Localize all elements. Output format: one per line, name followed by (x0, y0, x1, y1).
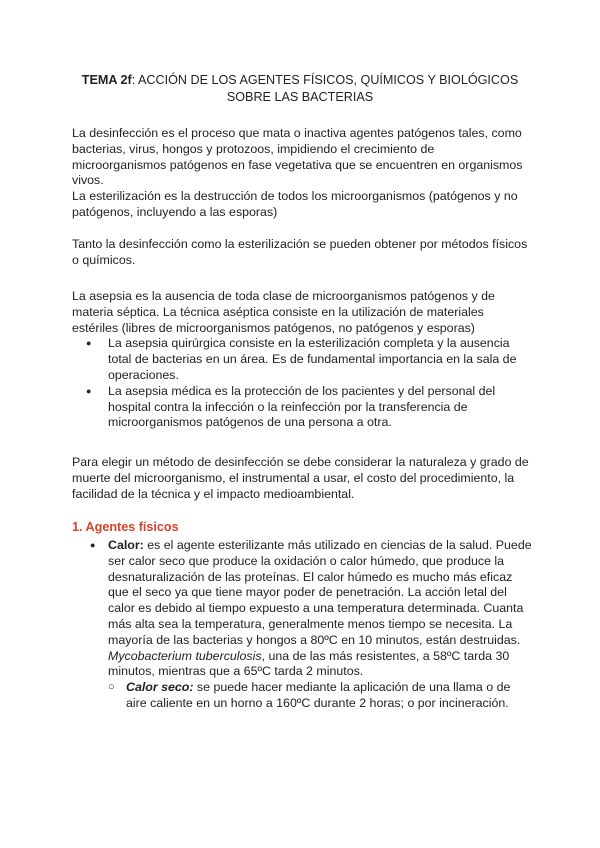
title-bold: TEMA 2f (81, 73, 132, 87)
title-rest: : ACCIÓN DE LOS AGENTES FÍSICOS, QUÍMICOS Y BIOLÓGICOS SOBRE LAS BACTERIAS (131, 73, 519, 104)
paragraph-asepsia: La asepsia es la ausencia de toda clase de microorganismos patógenos y de materia séptica. La técnica aséptica consiste en la utilización de materiales estériles (libres de microorganismos patógenos, no patógenos y esporas) (72, 289, 495, 335)
list-item: ● La asepsia médica es la protección de los pacientes y del personal del hospital contra la infección o la reinfección por la transferencia de microorganismos patógenos de una persona a otra. (72, 384, 532, 431)
paragraph-esterilizacion: La esterilización es la destrucción de todos los microorganismos (patógenos y no patógenos, incluyendo a las esporas) (72, 189, 518, 219)
bullet-icon: ● (90, 540, 96, 550)
paragraph-elegir: Para elegir un método de desinfección se debe considerar la naturaleza y grado de muerte del microorganismo, el instrumental a usar, el costo del procedimiento, la facilidad de la técnica y el impacto medioambiental. (72, 455, 529, 501)
section-heading-agentes-fisicos: 1. Agentes físicos (72, 520, 179, 534)
asepsia-block (72, 289, 532, 431)
calor-text-end: , una de las más resistentes, a 58ºC tarda 30 minutos, mientras que a 65ºC tarda 2 minutos. (108, 648, 510, 679)
paragraph-desinfeccion: La desinfección es el proceso que mata o inactiva agentes patógenos tales, como bacterias, virus, hongos y protozoos, impidiendo el crecimiento de microorganismos patógenos en fase vegetativa que se encuentren en organismos vivos. (72, 126, 523, 188)
asepsia-list (72, 336, 532, 431)
calor-seco-label: Calor seco: (126, 680, 194, 695)
calor-text: es el agente esterilizante más utilizado en ciencias de la salud. Puede ser calor seco que produce la oxidación o calor húmedo, que produce la desnaturalización de las proteínas. El calor húmedo es mucho más eficaz que el seco ya que tiene mayor poder de penetración. La acción letal del calor es debido al tiempo expuesto a una temperatura determinada. Cuanta más alta sea la temperatura, generalmente menos tiempo se necesita. La mayoría de las bacterias y hongos a 80ºC en 10 minutos, están destruidas. (108, 538, 532, 647)
hollow-bullet-icon: ○ (108, 681, 115, 694)
list-item-calor (90, 538, 532, 680)
species-name: Mycobacterium tuberculosis (108, 648, 262, 663)
calor-seco-text: se puede hacer mediante la aplicación de una llama o de aire caliente en un horno a 160ºC durante 2 horas; o por incineración. (126, 680, 511, 710)
paragraph-metodos: Tanto la desinfección como la esterilización se pueden obtener por métodos físicos o químicos. (72, 237, 528, 267)
calor-label: Calor: (108, 538, 144, 552)
agentes-fisicos-list (90, 538, 532, 712)
list-item-calor-seco (108, 680, 532, 712)
list-item: ● La asepsia quirúrgica consiste en la esterilización completa y la ausencia total de bacterias en un área. Es de fundamental importancia en la sala de operaciones. (72, 336, 532, 383)
page-title (70, 72, 530, 106)
